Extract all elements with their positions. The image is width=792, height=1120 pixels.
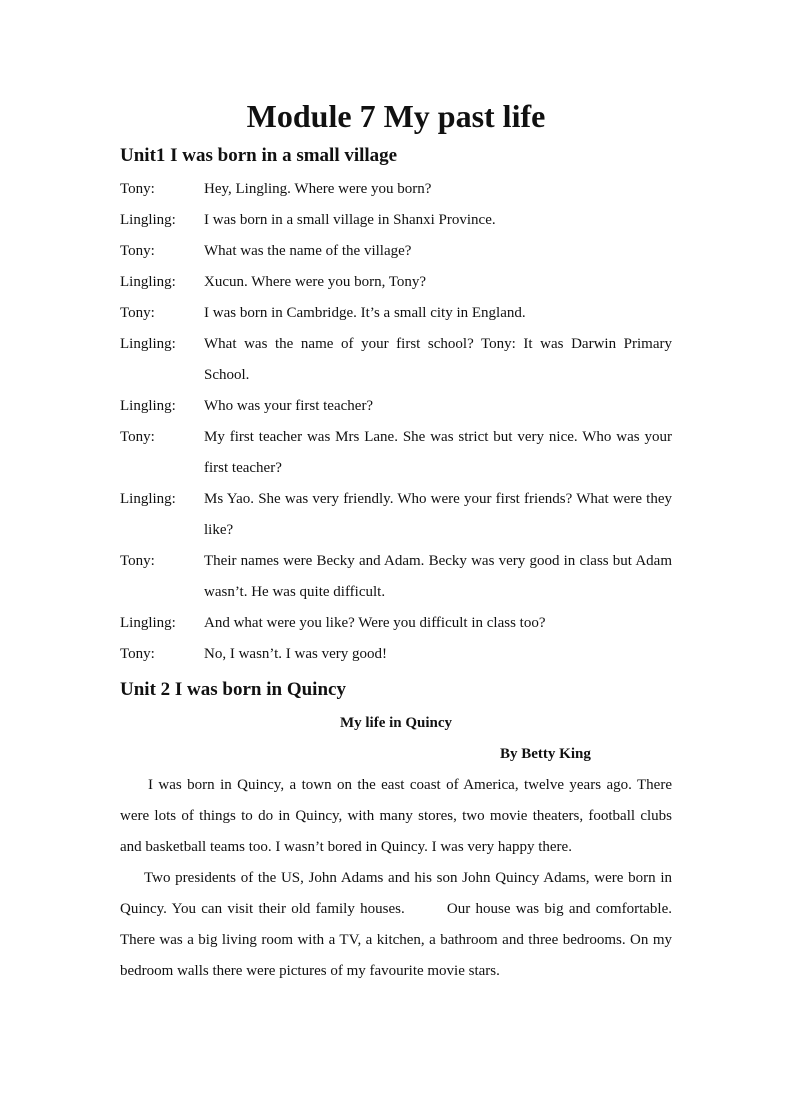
dialogue-line: Who was your first teacher? [204, 398, 374, 414]
dialogue-row [120, 391, 672, 422]
dialogue-row [120, 174, 672, 205]
speaker-label: Tony: [120, 305, 155, 321]
dialogue-line: Xucun. Where were you born, Tony? [204, 274, 427, 290]
page-title: Module 7 My past life [246, 98, 546, 134]
dialogue-row [120, 484, 672, 546]
unit1-heading: Unit1 I was born in a small village [120, 145, 398, 166]
dialogue-line: Their names were Becky and Adam. Becky was very good in class but Adam wasn’t. He was quite difficult. [204, 553, 672, 600]
speaker-label: Lingling: [120, 615, 176, 631]
dialogue-line: I was born in Cambridge. It’s a small city in England. [204, 305, 526, 321]
dialogue-line: What was the name of the village? [204, 243, 412, 259]
speaker-label: Tony: [120, 181, 155, 197]
dialogue-row [120, 639, 672, 670]
document-page [120, 96, 676, 987]
dialogue-row [120, 236, 672, 267]
dialogue-line: Hey, Lingling. Where were you born? [204, 181, 432, 197]
speaker-label: Lingling: [120, 491, 176, 507]
dialogue-line: What was the name of your first school? Tony: It was Darwin Primary School. [204, 336, 672, 383]
unit1-dialogue [120, 174, 672, 670]
dialogue-line: I was born in a small village in Shanxi Province. [204, 212, 496, 228]
story-title: My life in Quincy [339, 715, 453, 731]
speaker-label: Tony: [120, 429, 155, 445]
speaker-label: Lingling: [120, 212, 176, 228]
dialogue-line: No, I wasn’t. I was very good! [204, 646, 388, 662]
dialogue-row [120, 205, 672, 236]
speaker-label: Lingling: [120, 336, 176, 352]
dialogue-row [120, 422, 672, 484]
speaker-label: Tony: [120, 243, 155, 259]
dialogue-line: My first teacher was Mrs Lane. She was strict but very nice. Who was your first teacher? [204, 429, 672, 476]
dialogue-row [120, 608, 672, 639]
dialogue-line: Ms Yao. She was very friendly. Who were your first friends? What were they like? [204, 491, 672, 538]
dialogue-line: And what were you like? Were you difficult in class too? [204, 615, 546, 631]
story-paragraph: I was born in Quincy, a town on the east coast of America, twelve years ago. There were lots of things to do in Quincy, with many stores, two movie theaters, football clubs and basketball teams too. I wasn’t bored in Quincy. I was very happy there. [120, 777, 672, 855]
unit2-heading: Unit 2 I was born in Quincy [120, 679, 346, 700]
dialogue-row [120, 329, 672, 391]
speaker-label: Lingling: [120, 274, 176, 290]
story-paragraph: Two presidents of the US, John Adams and his son John Quincy Adams, were born in Quincy. You can visit their old family houses. Our house was big and comfortable. There was a big living room with a TV, a kitchen, a bathroom and three bedrooms. On my bedroom walls there were pictures of my favourite movie stars. [120, 870, 676, 979]
dialogue-row [120, 298, 672, 329]
speaker-label: Tony: [120, 553, 155, 569]
speaker-label: Lingling: [120, 398, 176, 414]
story-byline: By Betty King [500, 746, 591, 762]
speaker-label: Tony: [120, 646, 155, 662]
dialogue-row [120, 267, 672, 298]
dialogue-row [120, 546, 672, 608]
